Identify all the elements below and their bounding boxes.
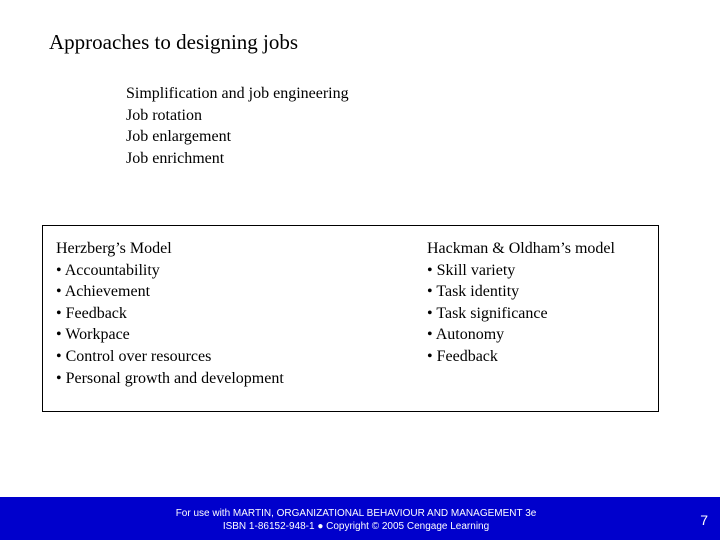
list-item: • Autonomy	[427, 326, 505, 344]
hackman-oldham-heading: Hackman & Oldham’s model	[427, 240, 615, 257]
slide-title: Approaches to designing jobs	[49, 30, 299, 54]
list-item: Job enlargement	[126, 128, 232, 146]
list-item: Job rotation	[126, 106, 202, 124]
list-item: • Task significance	[427, 304, 548, 322]
footer-bar	[0, 497, 720, 540]
approaches-list	[126, 83, 349, 169]
list-item: • Skill variety	[427, 261, 516, 279]
herzberg-heading: Herzberg’s Model	[56, 240, 172, 257]
models-box	[42, 225, 659, 412]
page-number: 7	[700, 512, 708, 528]
list-item: • Task identity	[427, 283, 520, 301]
herzberg-items	[56, 260, 284, 390]
list-item: • Accountability	[56, 261, 160, 279]
footer-line: ISBN 1-86152-948-1 ● Copyright © 2005 Cengage Learning	[222, 521, 490, 532]
list-item: Simplification and job engineering	[126, 85, 349, 102]
list-item: • Workpace	[56, 326, 130, 344]
hackman-oldham-model	[427, 238, 615, 368]
list-item: Job enrichment	[126, 149, 225, 167]
list-item: • Achievement	[56, 283, 151, 301]
herzberg-model	[56, 238, 284, 389]
hackman-oldham-items	[427, 260, 615, 368]
footer-copyright	[0, 507, 712, 533]
list-item: • Feedback	[427, 347, 498, 365]
list-item: • Feedback	[56, 304, 127, 322]
footer-line: For use with MARTIN, ORGANIZATIONAL BEHAVIOUR AND MANAGEMENT 3e	[175, 508, 537, 519]
list-item: • Personal growth and development	[56, 369, 284, 387]
list-item: • Control over resources	[56, 347, 212, 365]
